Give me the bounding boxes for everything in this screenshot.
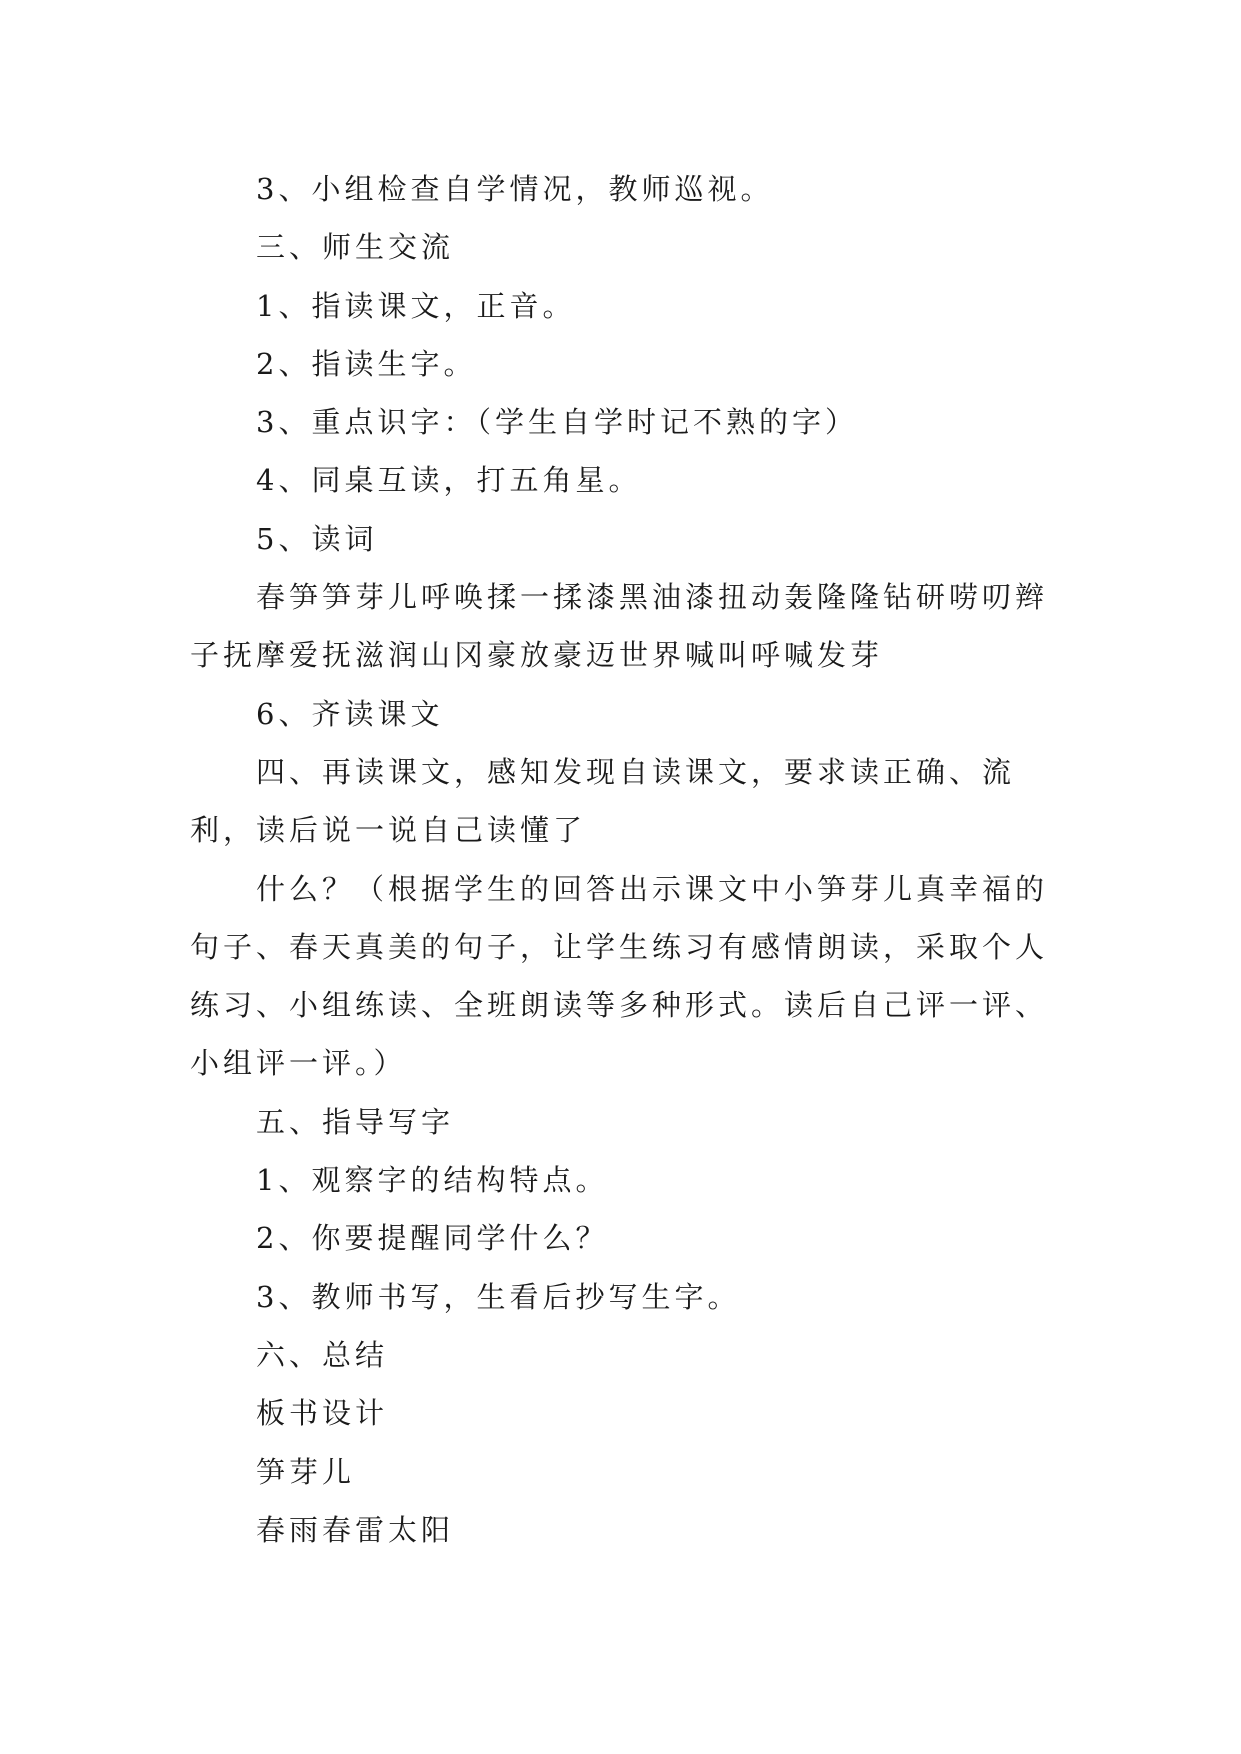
section-heading-6: 六、总结 — [256, 1337, 389, 1372]
step-read-together: 6、齐读课文 — [256, 696, 444, 731]
section-heading-5: 五、指导写字 — [256, 1104, 455, 1139]
step-teacher-writing: 3、教师书写，生看后抄写生字。 — [256, 1279, 741, 1314]
step-remind-classmates: 2、你要提醒同学什么？ — [256, 1221, 609, 1256]
section-heading-3: 三、师生交流 — [256, 230, 455, 265]
board-design-subject: 笋芽儿 — [256, 1454, 356, 1489]
board-design-items: 春雨春雷太阳 — [256, 1512, 455, 1547]
board-design-title: 板书设计 — [256, 1396, 389, 1431]
section-heading-4: 四、再读课文，感知发现自读课文，要求读正确、流利，读后说一说自己读懂了 — [190, 754, 1016, 848]
document-body — [190, 160, 1055, 1559]
step-read-text: 1、指读课文，正音。 — [256, 288, 576, 323]
step-read-words: 5、读词 — [256, 521, 378, 556]
step-key-characters: 3、重点识字：（学生自学时记不熟的字） — [256, 405, 858, 440]
step-read-characters: 2、指读生字。 — [256, 346, 477, 381]
reading-activity-paragraph: 什么？（根据学生的回答出示课文中小笋芽儿真幸福的句子、春天真美的句子，让学生练习有感情朗读，采取个人练习、小组练读、全班朗读等多种形式。读后自己评一评、小组评一评。） — [190, 871, 1049, 1081]
step-check-self-study: 3、小组检查自学情况，教师巡视。 — [256, 172, 774, 206]
step-peer-reading: 4、同桌互读，打五角星。 — [256, 463, 642, 498]
vocabulary-list: 春笋笋芽儿呼唤揉一揉漆黑油漆扭动轰隆隆钻研唠叨辫子抚摩爱抚滋润山冈豪放豪迈世界喊叫呼喊发芽 — [190, 580, 1049, 673]
step-observe-structure: 1、观察字的结构特点。 — [256, 1163, 609, 1198]
